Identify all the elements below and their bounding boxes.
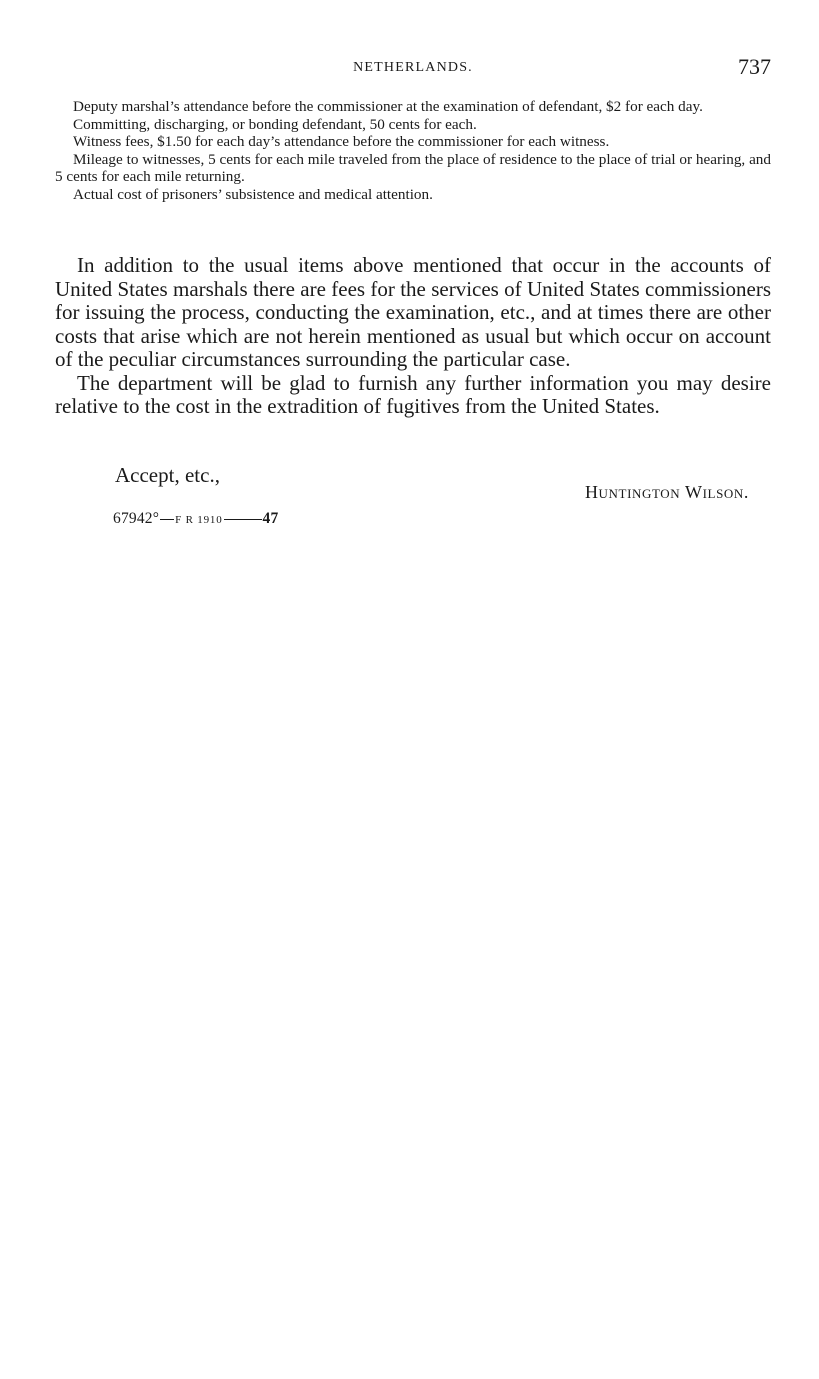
letter-body xyxy=(55,254,771,419)
imprint-dash xyxy=(224,519,262,520)
fee-list xyxy=(55,98,771,203)
fee-item: Witness fees, $1.50 for each day’s attendance before the commissioner for each witness. xyxy=(73,133,610,150)
fee-item: Committing, discharging, or bonding defendant, 50 cents for each. xyxy=(73,115,477,133)
imprint-number: 67942° xyxy=(113,510,160,527)
running-head xyxy=(55,56,771,82)
imprint-dash xyxy=(160,519,174,520)
imprint-code: F R 1910 xyxy=(175,514,223,526)
body-paragraph: In addition to the usual items above mentioned that occur in the accounts of United States marshals there are fees for the services of United States commissioners for issuing the process, conducting the examination, etc., and at times there are other costs that arise which are not herein mentioned as usual but which occur on account of the peculiar circumstances surrounding the particular case. xyxy=(55,253,771,371)
fee-item: Mileage to witnesses, 5 cents for each mile traveled from the place of residence to the place of trial or hearing, and 5 cents for each mile returning. xyxy=(55,150,771,185)
page-number: 737 xyxy=(738,54,771,79)
signature: Huntington Wilson. xyxy=(584,482,749,502)
imprint-sheet: 47 xyxy=(262,510,279,527)
running-title: NETHERLANDS. xyxy=(353,60,473,75)
printer-imprint xyxy=(113,510,278,528)
closing-salutation: Accept, etc., xyxy=(115,463,220,487)
fee-item: Actual cost of prisoners’ subsistence and medical attention. xyxy=(73,185,433,203)
body-paragraph: The department will be glad to furnish any further information you may desire relative to the cost in the extradition of fugitives from the United States. xyxy=(55,370,771,418)
fee-item: Deputy marshal’s attendance before the commissioner at the examination of defendant, $2 for each day. xyxy=(73,98,703,115)
